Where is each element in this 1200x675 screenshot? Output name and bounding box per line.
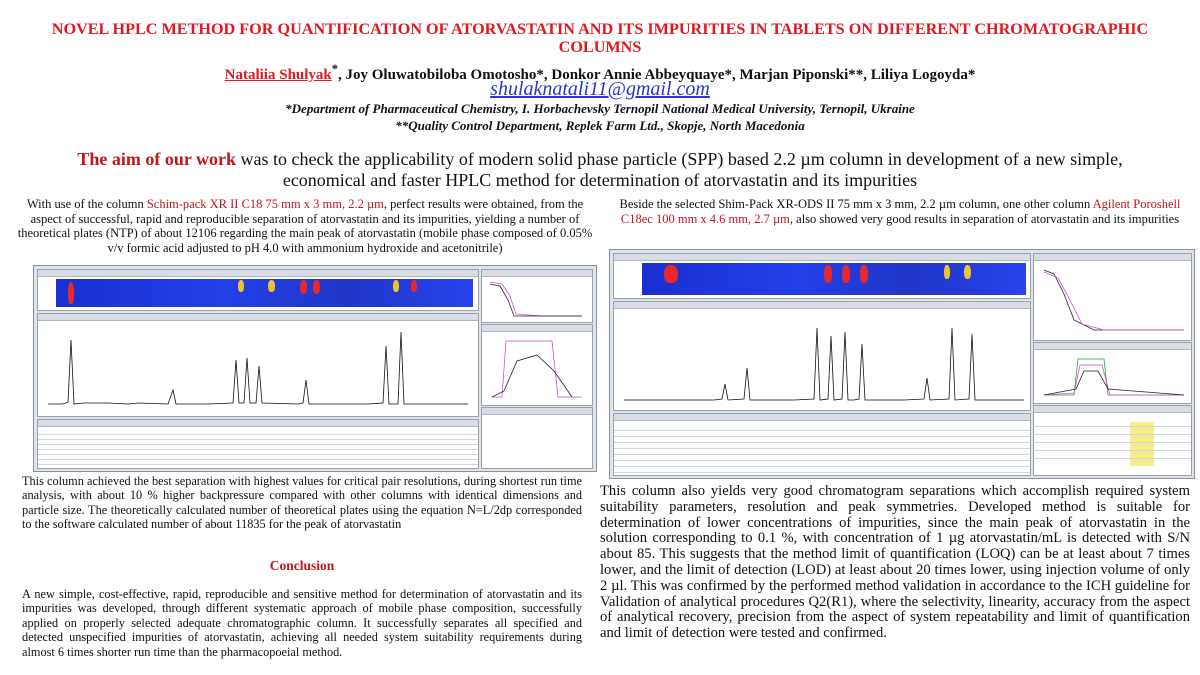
poster-title: NOVEL HPLC METHOD FOR QUANTIFICATION OF ATORVASTATIN AND ITS IMPURITIES IN TABLETS ON DIFFERENT CHROMATOGRAPHIC COLUMNS xyxy=(51,20,1149,56)
right-mini-table xyxy=(1033,405,1192,476)
right-chromatogram-trace xyxy=(614,308,1030,410)
right-chromatogram-pane xyxy=(613,301,1031,411)
right-chromatogram-screenshot xyxy=(609,249,1195,479)
left-column-name: Schim-pack XR II C18 75 mm x 3 mm, 2.2 µm xyxy=(146,197,384,211)
left-intro-b: , perfect results were obtained, from the aspect of successful, rapid and reproducible separation of atorvastatin and its impurities, yielding a number of theoretical plates (NTP) of about 12106 regarding the main peak of atorvastatin (mobile phase composed of 0.05% v/v formic acid adjusted to pH 4.0 with ammonium hydroxide and acetonitrile) xyxy=(17,197,593,256)
affiliation-2: **Quality Control Department, Replek Farm Ltd., Skopje, North Macedonia xyxy=(395,118,805,133)
right-body: This column also yields very good chromatogram separations which accomplish required system suitability parameters, resolution and peak symmetries. Developed method is suitable for determination of lower concentrations of impurities, since the main peak of atorvastatin in the solution corresponding to 0.1 %, with concentration of 1 µg atorvastatin/mL is detected with S/N about 85. This suggests that the method limit of quantification (LOQ) can be at least about 7 times lower, and the limit of detection (LOD) at least about 20 times lower, using injection volume of only 2 µl. This was confirmed by the performed method validation in accordance to the ICH guideline for Validation of analytical procedures Q2(R1), where the selectivity, linearity, accuracy from the aspect of analytical recovery, precision from the aspect of system repeatability and limit of quantification and limit of detection were tested and confirmed. xyxy=(600,483,1190,642)
affiliation-1: *Department of Pharmaceutical Chemistry, I. Horbachevsky Ternopil National Medical University, Ternopil, Ukraine xyxy=(285,101,915,116)
left-purity-pane xyxy=(481,324,593,406)
left-info-pane xyxy=(481,407,593,469)
left-chromatogram-screenshot xyxy=(33,265,597,472)
right-intro-a: Beside the selected Shim-Pack XR-ODS II 75 mm x 3 mm, 2.2 µm column, one other column xyxy=(619,197,1093,211)
left-spectrum-pane xyxy=(481,269,593,323)
right-column-name: Agilent Poroshell C18ec 100 mm x 4.6 mm, 2.7 µm xyxy=(620,197,1181,226)
right-purity-pane xyxy=(1033,342,1192,404)
left-chromatogram-trace xyxy=(38,320,478,416)
right-peak-table xyxy=(613,413,1031,476)
right-contour-pane xyxy=(613,253,1031,299)
right-intro xyxy=(610,197,1190,226)
left-contour-pane xyxy=(37,269,479,311)
right-spectrum-pane xyxy=(1033,253,1192,341)
first-author-mark: * xyxy=(331,62,339,76)
left-body: This column achieved the best separation with highest values for critical pair resolutions, during shortest run time analysis, with about 10 % higher backpressure compared with other columns with identical dimensions and particle size. The theoretically calculated number of theoretical plates using the equation N=L/2dp corresponded to the software calculated number of about 11835 for the peak of atorvastatin xyxy=(22,474,582,532)
left-intro xyxy=(10,197,600,256)
conclusion-body: A new simple, cost-effective, rapid, reproducible and sensitive method for determination of atorvastatin and its impurities was developed, through different systematic approach of mobile phase composition, successfully applied on properly selected adequate chromatographic column. It successfully separates all specified and detected unspecified impurities of atorvastatin, achieving all needed system suitability requirements during almost 6 times shorter run time than the pharmacopoeial method. xyxy=(22,587,582,659)
contact-email[interactable]: shulaknatali11@gmail.com xyxy=(490,78,710,100)
left-peak-table xyxy=(37,419,479,469)
aim-text: was to check the applicability of modern solid phase particle (SPP) based 2.2 µm column in development of a new simple, economical and faster HPLC method for determination of atorvastatin and its impurities xyxy=(236,149,1123,190)
left-chromatogram-pane xyxy=(37,313,479,417)
left-intro-a: With use of the column xyxy=(26,197,147,211)
aim-lead: The aim of our work xyxy=(77,149,236,169)
aim-statement xyxy=(40,149,1160,191)
first-author: Nataliia Shulyak xyxy=(224,67,332,83)
conclusion-heading: Conclusion xyxy=(269,558,335,573)
right-intro-b: , also showed very good results in separation of atorvastatin and its impurities xyxy=(789,211,1180,226)
other-authors: , Joy Oluwatobiloba Omotosho*, Donkor Annie Abbeyquaye*, Marjan Piponski**, Liliya Logoyda* xyxy=(338,67,976,83)
